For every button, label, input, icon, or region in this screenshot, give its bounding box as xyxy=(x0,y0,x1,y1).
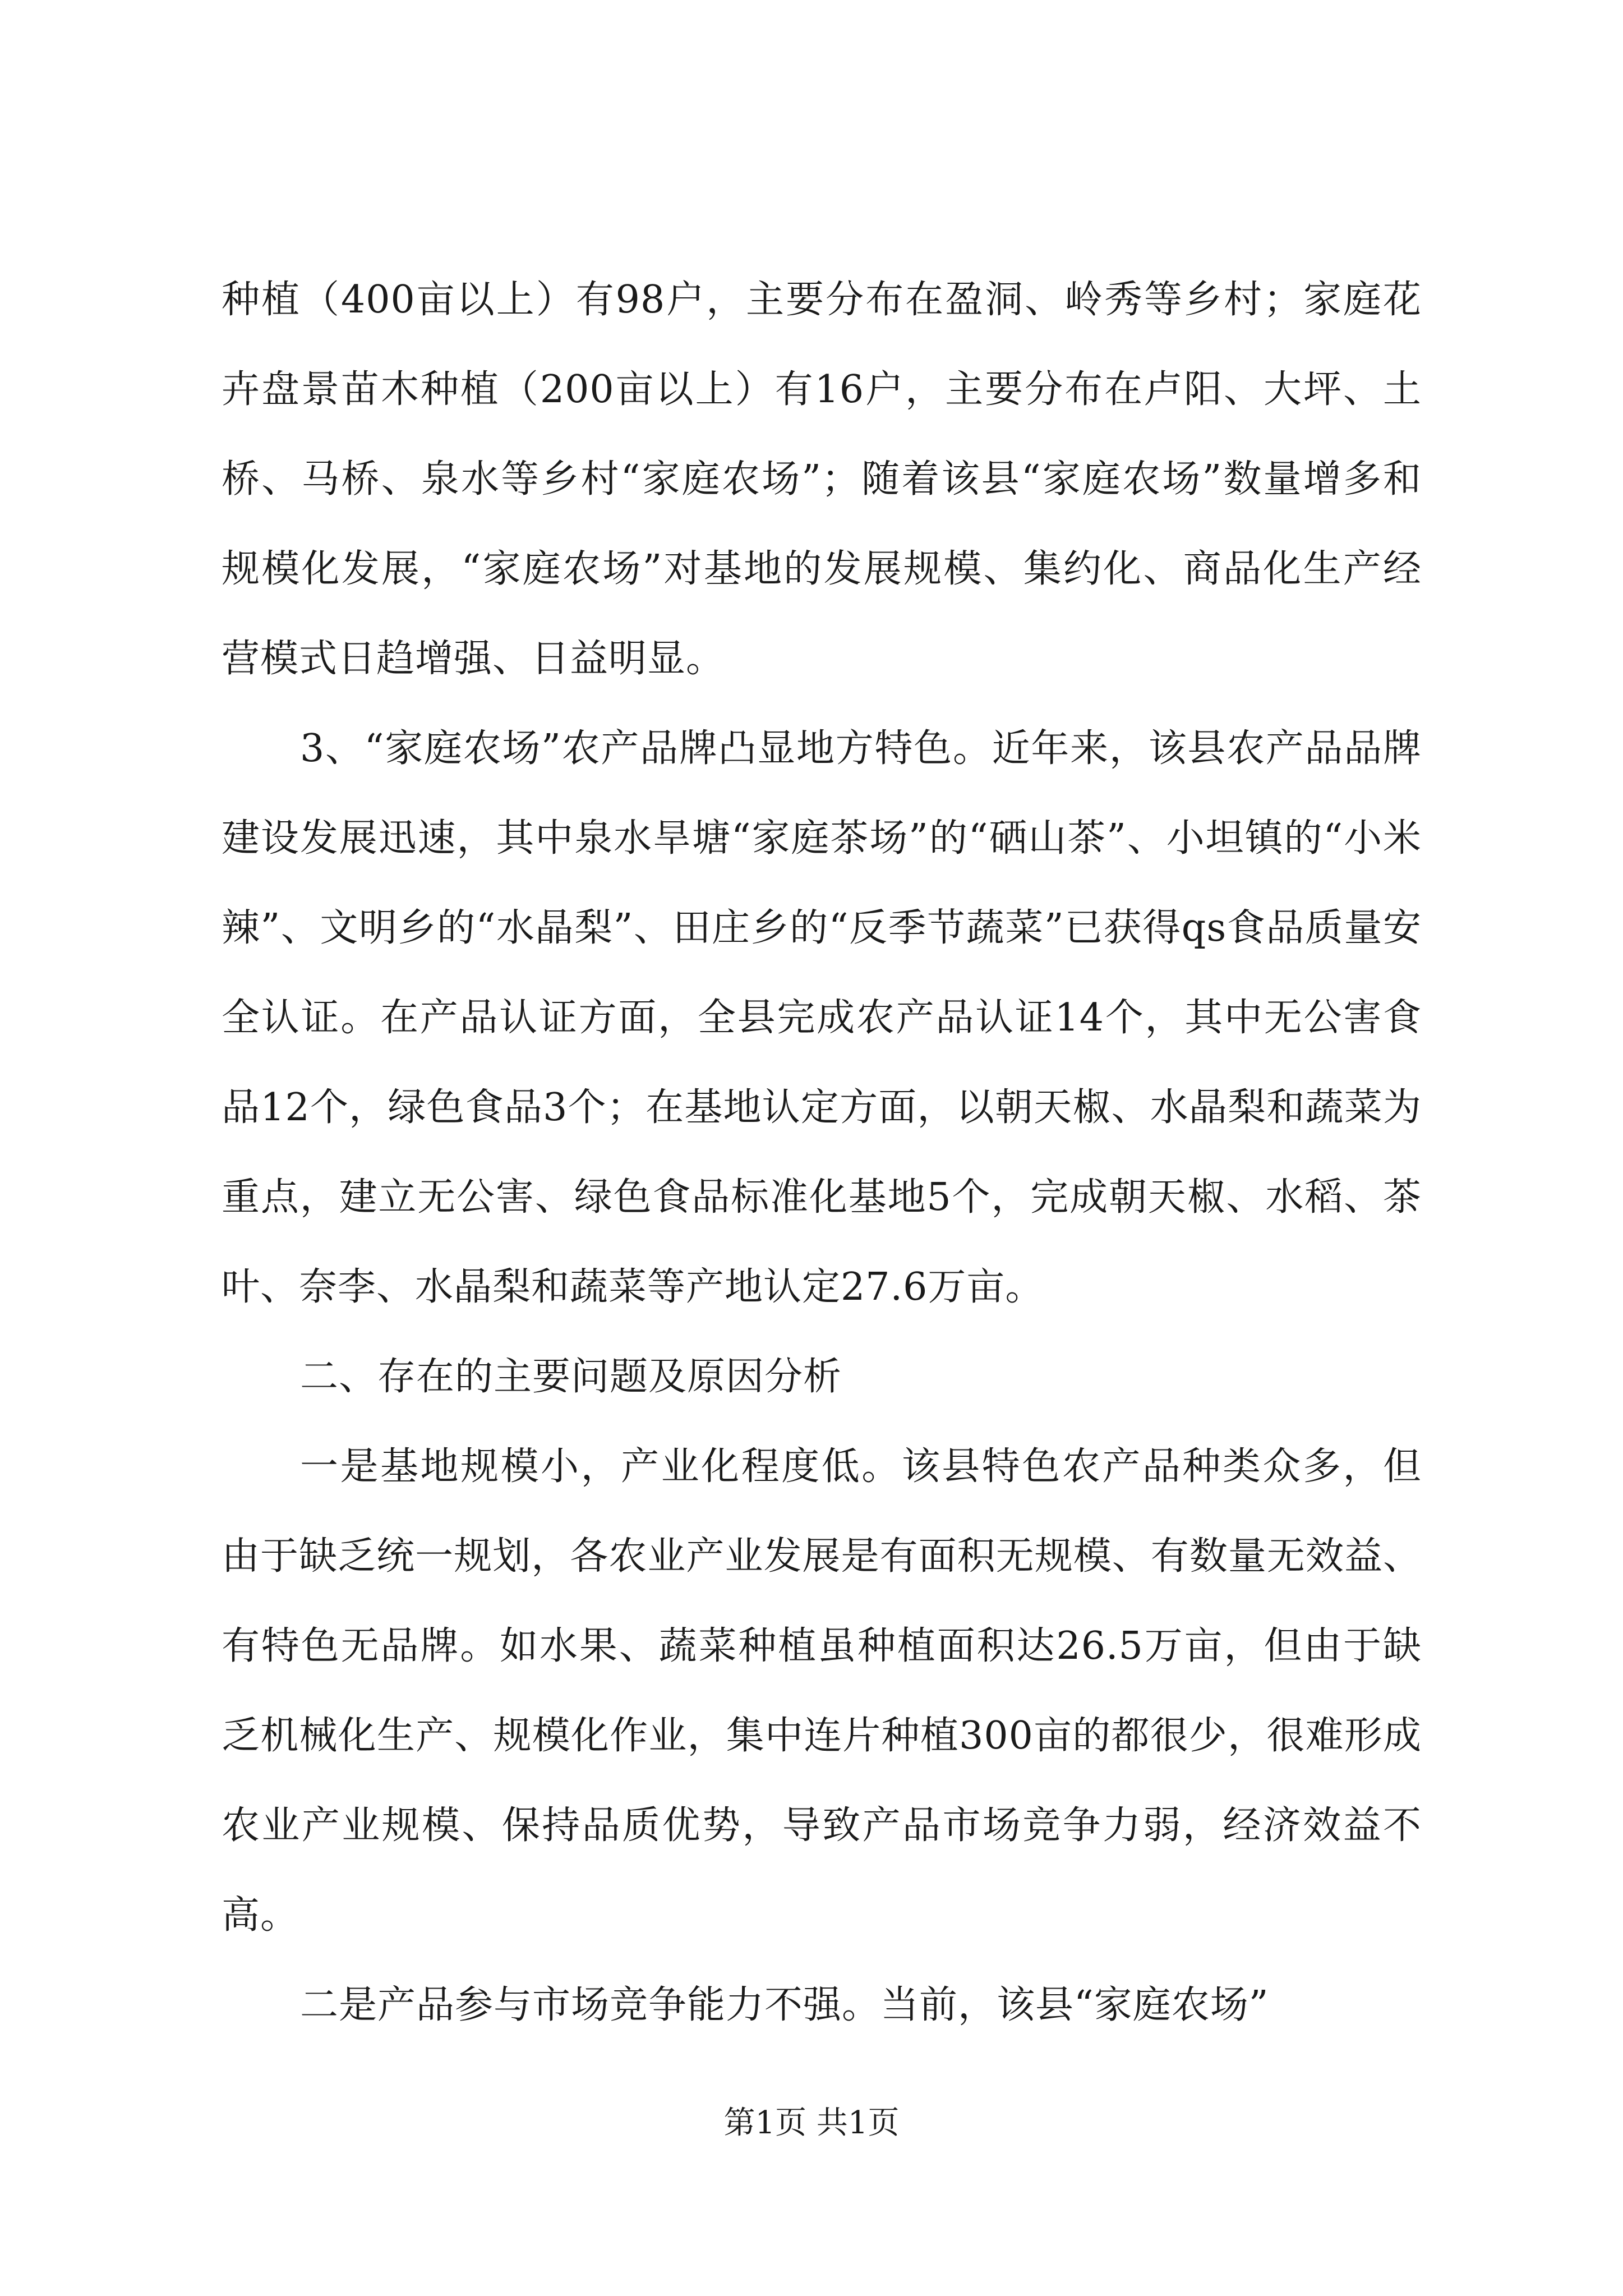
paragraph-3: 一是基地规模小，产业化程度低。该县特色农产品种类众多，但由于缺乏统一规划，各农业产业发展是有面积无规模、有数量无效益、有特色无品牌。如水果、蔬菜种植虽种植面积达26.5万亩，但由于缺乏机械化生产、规模化作业，集中连片种植300亩的都很少，很难形成农业产业规模、保持品质优势，导致产品市场竞争力弱，经济效益不高。 xyxy=(222,1444,1422,1938)
document-body xyxy=(222,255,1422,2050)
page-footer xyxy=(0,2101,1623,2146)
section-heading: 二、存在的主要问题及原因分析 xyxy=(300,1355,842,1399)
paragraph-4: 二是产品参与市场竞争能力不强。当前，该县“家庭农场” xyxy=(300,1983,1269,2027)
paragraph-2: 3、“家庭农场”农产品牌凸显地方特色。近年来，该县农产品品牌建设发展迅速，其中泉水旱塘“家庭茶场”的“硒山茶”、小坦镇的“小米辣”、文明乡的“水晶梨”、田庄乡的“反季节蔬菜”已获得qs食品质量安全认证。在产品认证方面，全县完成农产品认证14个，其中无公害食品12个，绿色食品3个；在基地认定方面，以朝天椒、水晶梨和蔬菜为重点，建立无公害、绿色食品标准化基地5个，完成朝天椒、水稻、茶叶、奈李、水晶梨和蔬菜等产地认定27.6万亩。 xyxy=(222,726,1422,1309)
paragraph-1: 种植（400亩以上）有98户，主要分布在盈洞、岭秀等乡村；家庭花卉盘景苗木种植（200亩以上）有16户，主要分布在卢阳、大坪、土桥、马桥、泉水等乡村“家庭农场”；随着该县“家庭农场”数量增多和规模化发展，“家庭农场”对基地的发展规模、集约化、商品化生产经营模式日趋增强、日益明显。 xyxy=(222,278,1422,681)
page-number: 第1页 共1页 xyxy=(723,2105,900,2141)
